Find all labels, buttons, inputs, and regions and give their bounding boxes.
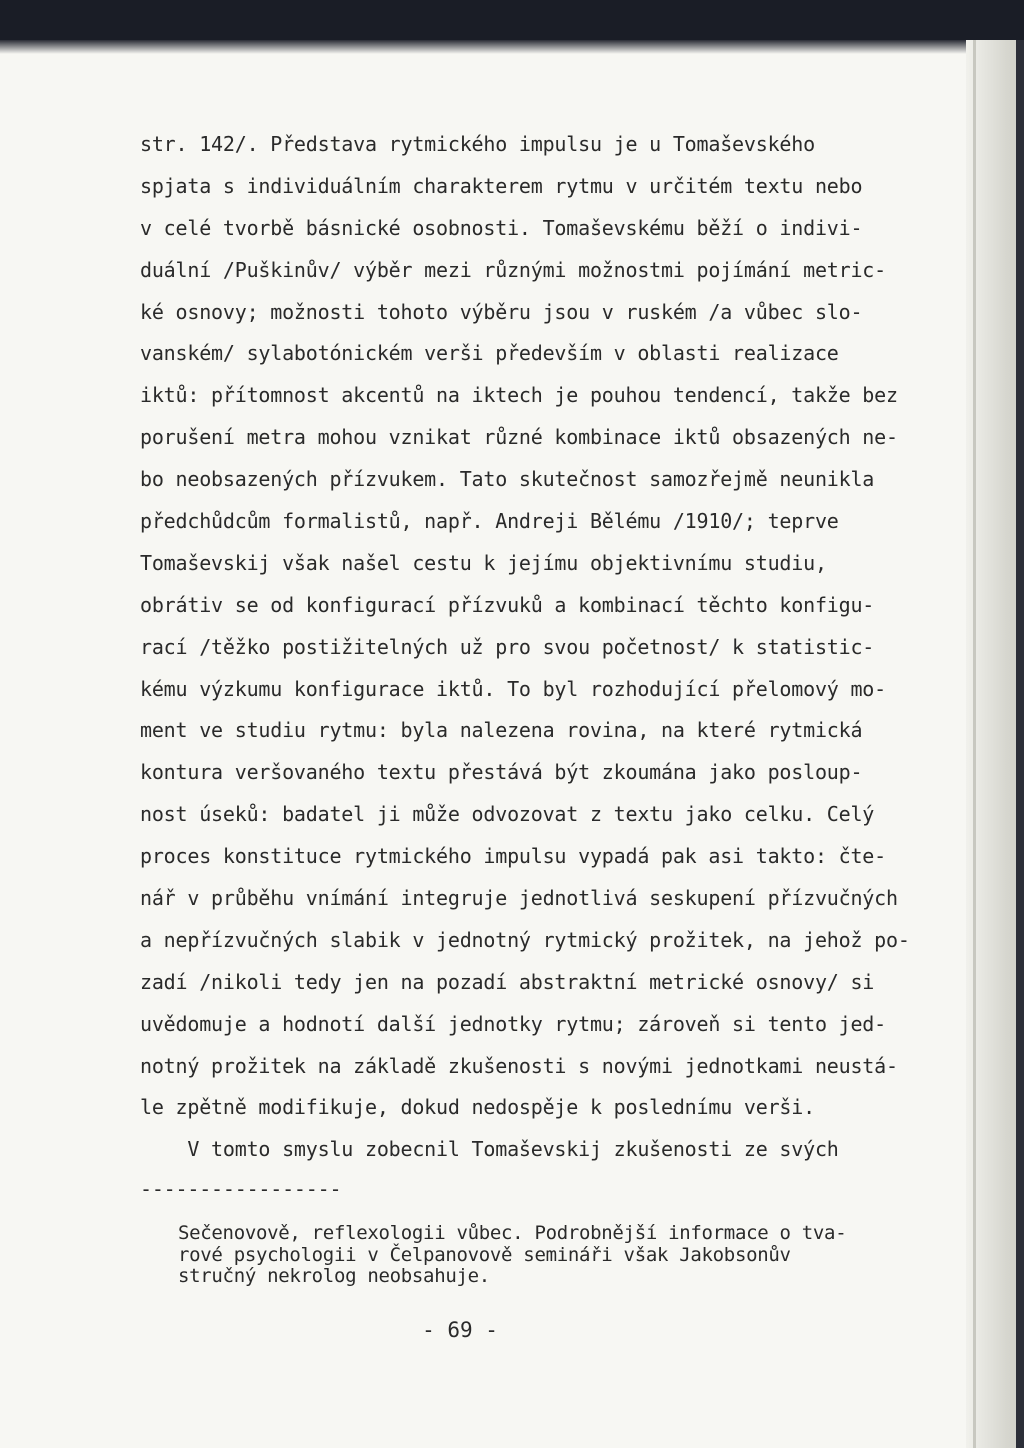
- body-line: proces konstituce rytmického impulsu vypadá pak asi takto: čte-: [140, 844, 886, 869]
- body-line: obrátiv se od konfigurací přízvuků a kombinací těchto konfigu-: [140, 592, 875, 617]
- body-line: kému výzkumu konfigurace iktů. To byl rozhodující přelomový mo-: [140, 676, 886, 701]
- body-line: porušení metra mohou vznikat různé kombinace iktů obsazených ne-: [140, 425, 898, 450]
- body-line: předchůdcům formalistů, např. Andreji Bělému /1910/; teprve: [140, 509, 839, 534]
- scan-right-border: [1016, 40, 1024, 1448]
- body-line: V tomto smyslu zobecnil Tomaševskij zkušenosti ze svých: [140, 1137, 839, 1162]
- body-line: duální /Puškinův/ výběr mezi různými možnostmi pojímání metric-: [140, 257, 886, 282]
- body-line: ment ve studiu rytmu: byla nalezena rovina, na které rytmická: [140, 718, 863, 743]
- body-line: a nepřízvučných slabik v jednotný rytmický prožitek, na jehož po-: [140, 927, 910, 952]
- footnote-line: stručný nekrolog neobsahuje.: [178, 1265, 490, 1288]
- body-line: rací /těžko postižitelných už pro svou početnost/ k statistic-: [140, 634, 875, 659]
- body-line: zadí /nikoli tedy jen na pozadí abstraktní metrické osnovy/ si: [140, 969, 875, 994]
- scan-right-crease: [973, 40, 976, 1448]
- body-line: vanském/ sylabotónickém verši především v oblasti realizace: [140, 341, 839, 366]
- body-line: v celé tvorbě básnické osobnosti. Tomaševskému běží o indivi-: [140, 215, 863, 240]
- body-line: uvědomuje a hodnotí další jednotky rytmu; zároveň si tento jed-: [140, 1011, 886, 1036]
- footnote-line: rové psychologii v Čelpanovově semináři však Jakobsonův: [178, 1243, 791, 1266]
- scan-top-shadow: [0, 40, 1024, 54]
- body-line: notný prožitek na základě zkušenosti s novými jednotkami neustá-: [140, 1053, 898, 1078]
- footnote-separator: -----------------: [140, 1177, 342, 1202]
- page-number: - 69 -: [422, 1318, 498, 1342]
- body-line: le zpětně modifikuje, dokud nedospěje k poslednímu verši.: [140, 1095, 815, 1120]
- body-line: ké osnovy; možnosti tohoto výběru jsou v ruském /a vůbec slo-: [140, 299, 863, 324]
- footnote-line: Sečenovově, reflexologii vůbec. Podrobnější informace o tva-: [178, 1222, 847, 1245]
- body-line: str. 142/. Představa rytmického impulsu je u Tomaševského: [140, 132, 815, 156]
- body-line: bo neobsazených přízvukem. Tato skutečnost samozřejmě neunikla: [140, 467, 875, 492]
- typescript-text: [140, 124, 940, 1288]
- body-line: nář v průběhu vnímání integruje jednotlivá seskupení přízvučných: [140, 886, 898, 911]
- body-line: spjata s individuálním charakterem rytmu v určitém textu nebo: [140, 173, 863, 198]
- footnote: [178, 1223, 940, 1288]
- body-line: nost úseků: badatel ji může odvozovat z textu jako celku. Celý: [140, 802, 875, 827]
- body-line: iktů: přítomnost akcentů na iktech je pouhou tendencí, takže bez: [140, 383, 898, 408]
- body-line: kontura veršovaného textu přestává být zkoumána jako posloup-: [140, 760, 863, 785]
- body-line: Tomaševskij však našel cestu k jejímu objektivnímu studiu,: [140, 550, 827, 575]
